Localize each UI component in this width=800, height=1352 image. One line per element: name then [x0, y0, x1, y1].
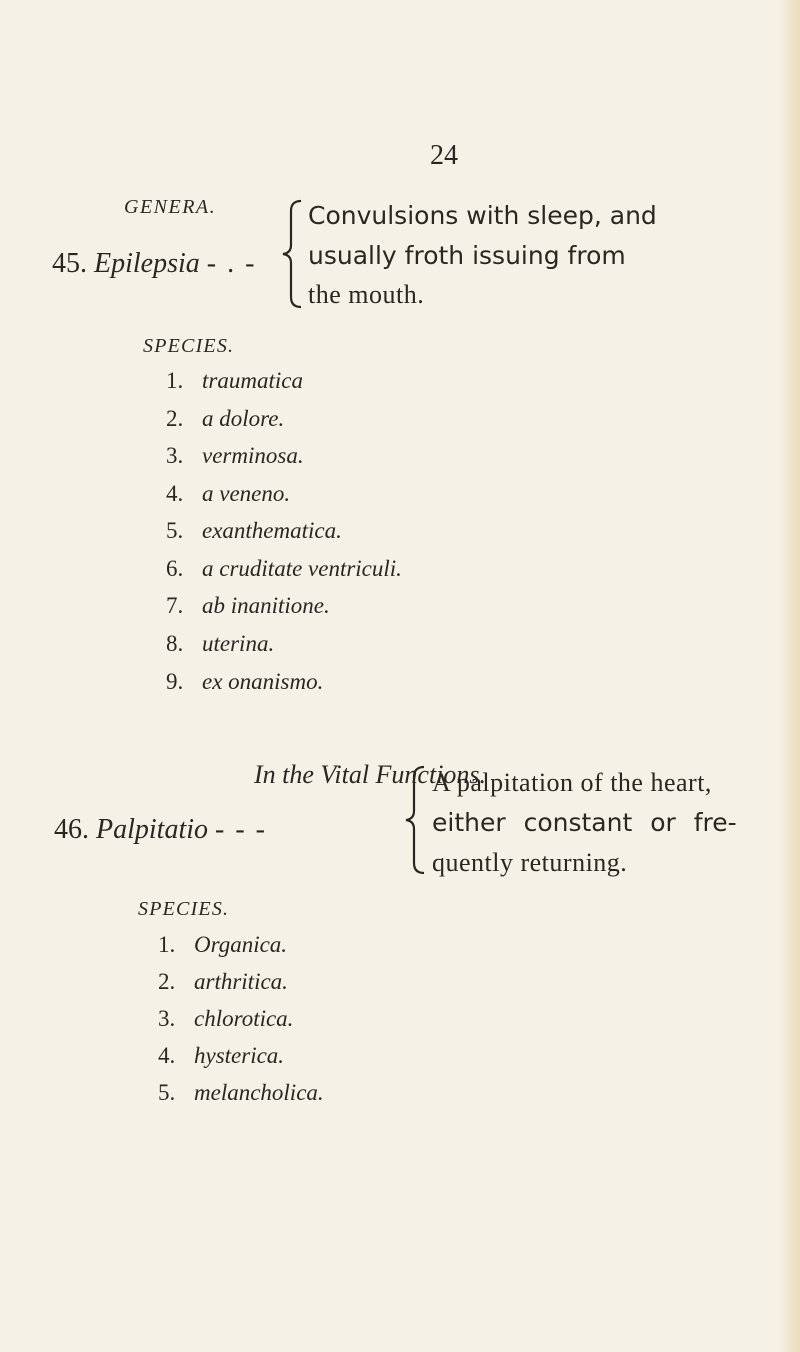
brace-icon — [279, 195, 309, 313]
genus-46-description-line-1: A palpitation of the heart, — [432, 768, 712, 797]
list-item: 5. melancholica. — [158, 1080, 324, 1105]
genus-45-entry — [52, 248, 256, 280]
page-edge-shadow — [778, 0, 800, 1352]
list-item: 9. ex onanismo. — [166, 669, 324, 694]
species-heading: SPECIES. — [143, 335, 235, 357]
genus-45-description-line-2: usually froth issuing from — [308, 241, 626, 270]
genera-heading: GENERA. — [124, 196, 217, 218]
list-item: 1. traumatica — [166, 368, 303, 393]
list-item: 3. verminosa. — [166, 443, 304, 468]
list-item: 3. chlorotica. — [158, 1006, 294, 1031]
genus-45-description-line-3: the mouth. — [308, 280, 425, 309]
genus-46-description-line-3: quently returning. — [432, 848, 628, 877]
section-heading: In the Vital Functions. — [254, 760, 487, 789]
list-item: 2. a dolore. — [166, 406, 285, 431]
list-item: 4. a veneno. — [166, 481, 291, 506]
genus-name: Epilepsia — [94, 248, 200, 279]
genus-dashes: - - - — [215, 814, 267, 845]
genus-45-description-line-1: Convulsions with sleep, and — [308, 201, 657, 230]
genus-number: 45. — [52, 248, 87, 279]
brace-icon — [402, 761, 432, 879]
list-item: 4. hysterica. — [158, 1043, 285, 1068]
list-item: 2. arthritica. — [158, 969, 288, 994]
genus-dashes: - . - — [206, 248, 257, 279]
genus-46-description-line-2: either constant or fre- — [432, 808, 737, 837]
genus-46-entry — [54, 814, 267, 846]
list-item: 8. uterina. — [166, 631, 275, 656]
list-item: 1. Organica. — [158, 932, 288, 957]
list-item: 5. exanthematica. — [166, 518, 342, 543]
page-number: 24 — [430, 140, 458, 171]
species-heading: SPECIES. — [138, 898, 230, 920]
genus-number: 46. — [54, 814, 89, 845]
list-item: 6. a cruditate ventriculi. — [166, 556, 402, 581]
list-item: 7. ab inanitione. — [166, 593, 330, 618]
genus-name: Palpitatio — [96, 814, 208, 845]
